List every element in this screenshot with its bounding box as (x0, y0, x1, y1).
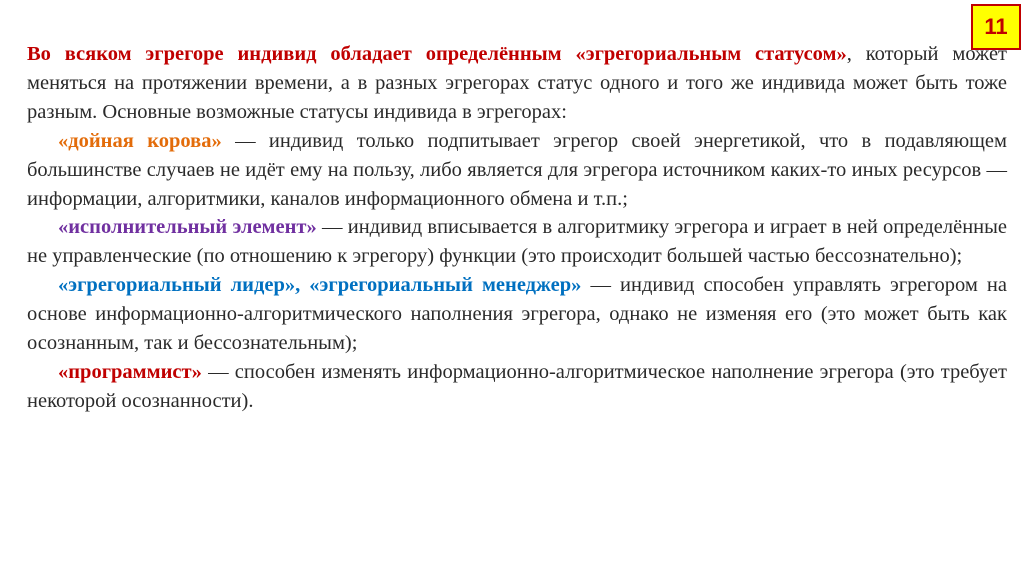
status-description: — индивид только подпитывает эгрегор своей энергетикой, что в подавляющем большинстве случаев не идёт ему на пользу, либо является для эгрегора источником каких-то иных ресурсов — информации, алгоритмики, каналов информационного обмена и т.п.; (27, 129, 1007, 210)
slide-number-badge: 11 (971, 4, 1021, 50)
status-item (27, 127, 1007, 214)
status-description: — индивид способен управлять эгрегором на основе информационно-алгоритмического наполнения эгрегора, однако не изменяя его (это может быть как осознанным, так и бессознательным); (27, 274, 1007, 355)
status-term: «дойная корова» (58, 129, 222, 152)
intro-lead: Во всяком эгрегоре индивид обладает определённым «эгрегориальным статусом» (27, 43, 847, 65)
slide-body (27, 40, 1007, 416)
status-term: «исполнительный элемент» (58, 216, 317, 239)
status-term: «программист» (58, 360, 202, 383)
intro-paragraph (27, 40, 1007, 127)
status-item (27, 358, 1007, 416)
status-description: — способен изменять информационно-алгоритмическое наполнение эгрегора (это требует некоторой осознанности). (27, 360, 1007, 412)
status-item (27, 271, 1007, 358)
intro-rest: , который может меняться на протяжении времени, а в разных эгрегорах статус одного и того же индивида может быть тоже разным. Основные возможные статусы индивида в эгрегорах: (27, 43, 1008, 123)
status-description: — индивид вписывается в алгоритмику эгрегора и играет в ней определённые не управленческие (по отношению к эгрегору) функции (это происходит большей частью бессознательно); (27, 216, 1008, 268)
status-term: «эгрегориальный лидер», «эгрегориальный менеджер» (58, 274, 582, 297)
status-item (27, 213, 1007, 271)
